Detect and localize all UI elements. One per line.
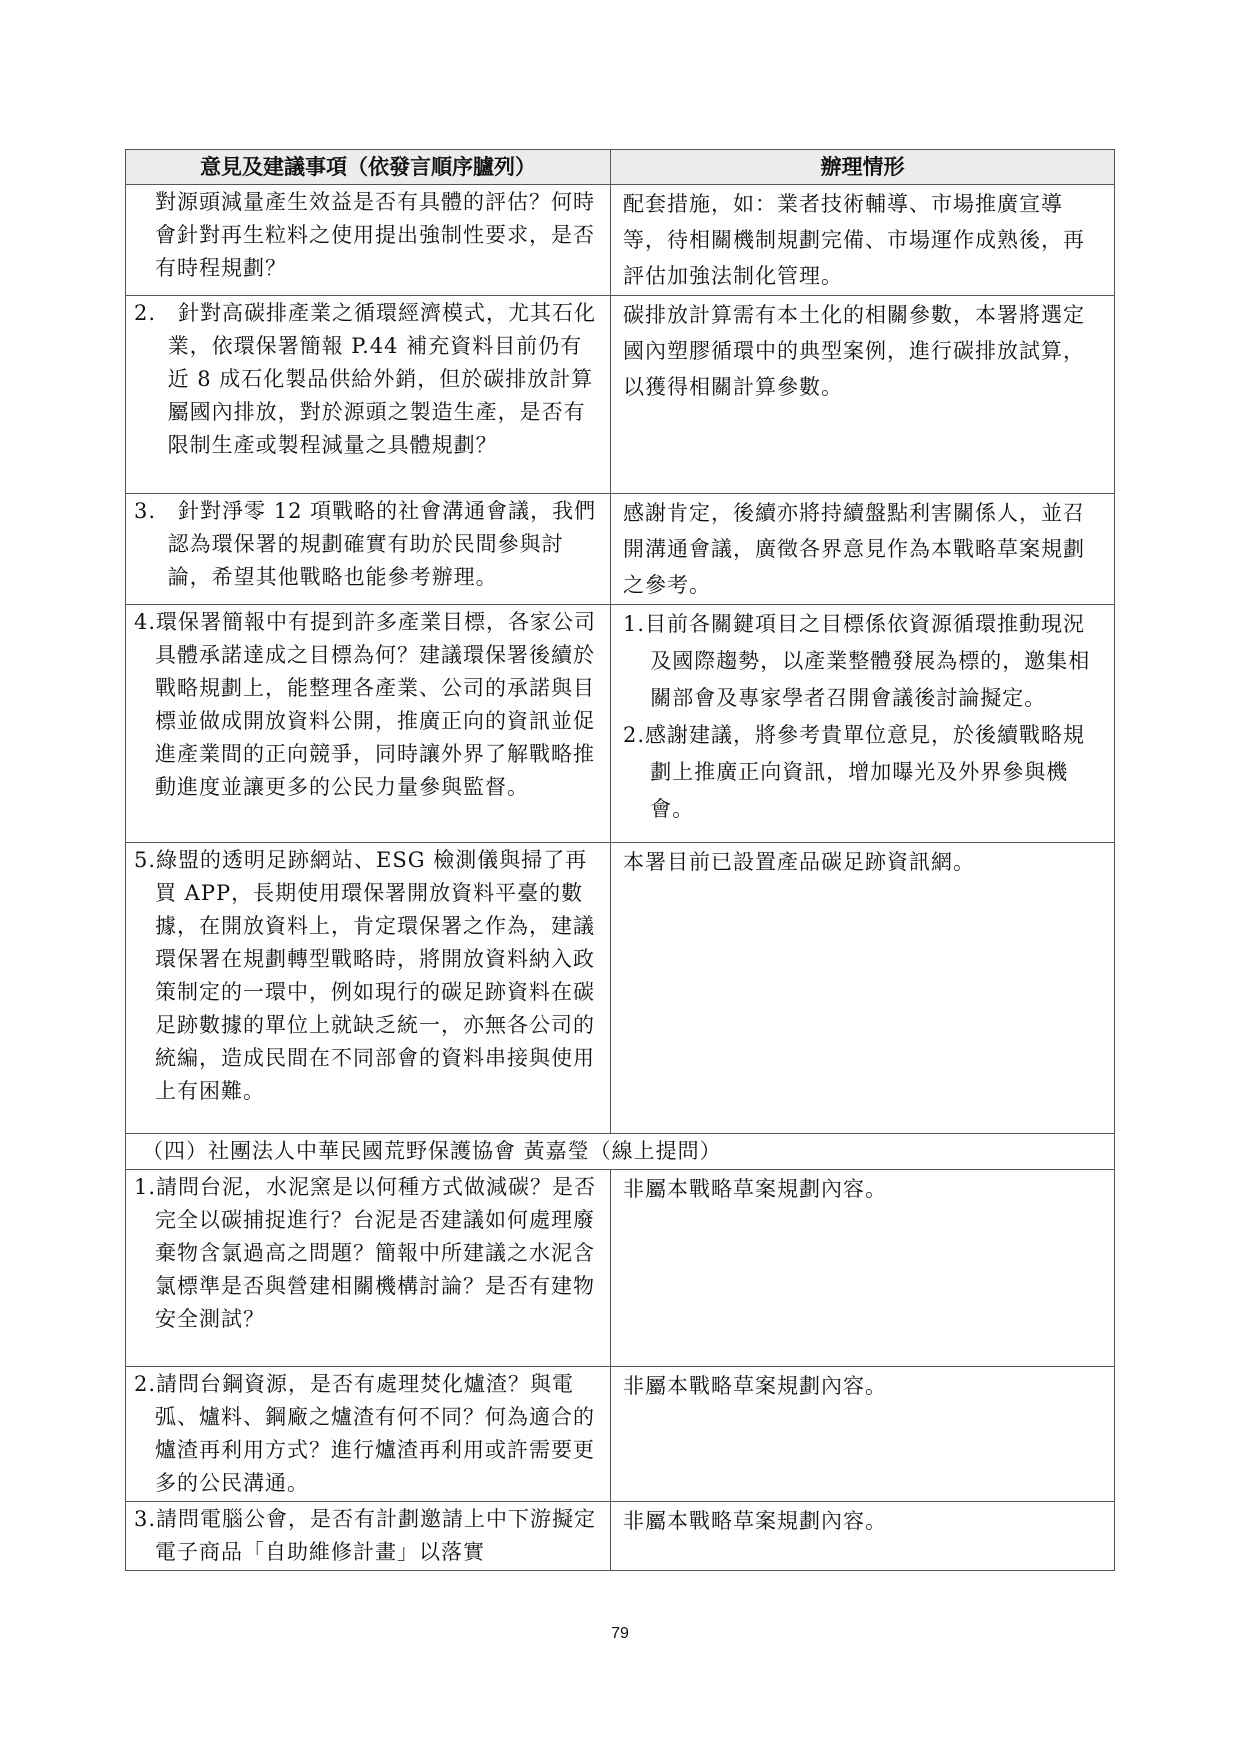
response-text: 碳排放計算需有本土化的相關參數，本署將選定國內塑膠循環中的典型案例，進行碳排放試算，以獲得相關計算參數。 [623,303,1085,399]
opinion-response-table [125,149,1115,1571]
opinion-text: 3. 針對淨零 12 項戰略的社會溝通會議，我們認為環保署的規劃確實有助於民間參與討論，希望其他戰略也能參考辦理。 [134,499,597,589]
table-header-row [126,150,1115,185]
table-row [126,605,1115,843]
table-row [126,1367,1115,1502]
opinion-text: 2. 針對高碳排產業之循環經濟模式，尤其石化業，依環保署簡報 P.44 補充資料目前仍有近 8 成石化製品供給外銷，但於碳排放計算屬國內排放，對於源頭之製造生產，是否有限制生產或製程減量之具體規劃？ [134,301,597,457]
page-number: 79 [611,1625,629,1642]
table-row [126,185,1115,296]
table-row [126,1502,1115,1571]
opinion-text: 4.環保署簡報中有提到許多產業目標，各家公司具體承諾達成之目標為何？建議環保署後續於戰略規劃上，能整理各產業、公司的承諾與目標並做成開放資料公開，推廣正向的資訊並促進產業間的正向競爭，同時讓外界了解戰略推動進度並讓更多的公民力量參與監督。 [134,610,597,799]
response-text: 配套措施，如：業者技術輔導、市場推廣宣導等，待相關機制規劃完備、市場運作成熟後，再評估加強法制化管理。 [623,192,1085,288]
header-response: 辦理情形 [611,150,1115,185]
section-heading: （四）社團法人中華民國荒野保護協會 黃嘉瑩（線上提問） [126,1134,1115,1170]
table-row [126,296,1115,494]
opinion-text: 3.請問電腦公會，是否有計劃邀請上中下游擬定電子商品「自助維修計畫」以落實 [134,1507,597,1564]
header-opinions: 意見及建議事項（依發言順序臚列） [126,150,611,185]
table-row [126,494,1115,605]
response-item-2: 2.感謝建議，將參考貴單位意見，於後續戰略規劃上推廣正向資訊，增加曝光及外界參與機會。 [623,723,1086,821]
opinion-text: 對源頭減量產生效益是否有具體的評估？何時會針對再生粒料之使用提出強制性要求，是否有時程規劃？ [155,190,595,280]
response-text: 感謝肯定，後續亦將持續盤點利害關係人，並召開溝通會議，廣徵各界意見作為本戰略草案規劃之參考。 [623,501,1085,597]
opinion-text: 2.請問台鋼資源，是否有處理焚化爐渣？與電弧、爐料、鋼廠之爐渣有何不同？何為適合的爐渣再利用方式？進行爐渣再利用或許需要更多的公民溝通。 [134,1372,595,1495]
response-text: 本署目前已設置產品碳足跡資訊網。 [623,850,975,874]
table-row [126,1170,1115,1367]
response-item-1: 1.目前各關鍵項目之目標係依資源循環推動現況及國際趨勢，以產業整體發展為標的，邀集相關部會及專家學者召開會議後討論擬定。 [623,612,1091,710]
table-row [126,843,1115,1134]
response-text: 非屬本戰略草案規劃內容。 [623,1177,887,1201]
response-text: 非屬本戰略草案規劃內容。 [623,1374,887,1398]
section-row [126,1134,1115,1170]
opinion-text: 1.請問台泥，水泥窯是以何種方式做減碳？是否完全以碳捕捉進行？台泥是否建議如何處理廢棄物含氯過高之問題？簡報中所建議之水泥含氯標準是否與營建相關機構討論？是否有建物安全測試？ [134,1175,597,1331]
opinion-text: 5.綠盟的透明足跡網站、ESG 檢測儀與掃了再買 APP，長期使用環保署開放資料平臺的數據，在開放資料上，肯定環保署之作為，建議環保署在規劃轉型戰略時，將開放資料納入政策制定的一環中，例如現行的碳足跡資料在碳足跡數據的單位上就缺乏統一，亦無各公司的統編，造成民間在不同部會的資料串接與使用上有困難。 [134,848,595,1103]
response-text: 非屬本戰略草案規劃內容。 [623,1509,887,1533]
